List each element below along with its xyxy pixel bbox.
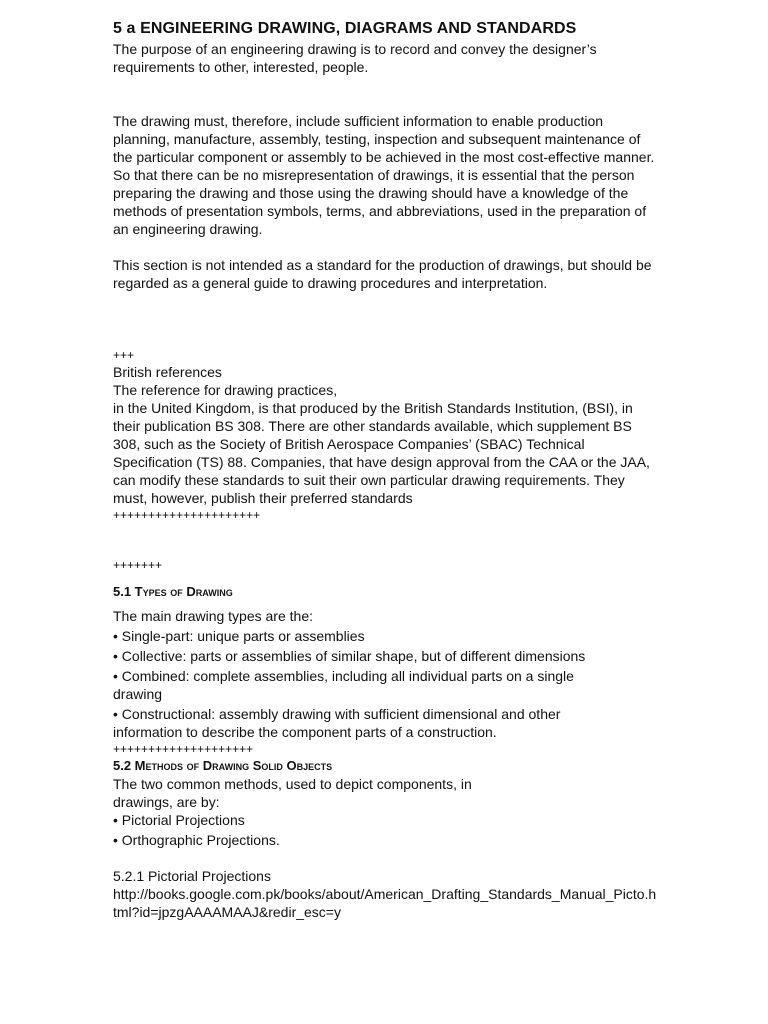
list-item-constructional: • Constructional: assembly drawing with sufficient dimensional and other information to describe the component parts of a construction.: [113, 706, 561, 740]
intro-paragraph-1: The purpose of an engineering drawing is to record and convey the designer’s requirements to other, interested, people.: [113, 41, 597, 75]
section-heading-methods: 5.2 Methods of Drawing Solid Objects: [113, 758, 333, 773]
intro-paragraph-3: This section is not intended as a standard for the production of drawings, but should be regarded as a general guide to drawing procedures and interpretation.: [113, 257, 652, 291]
list-item-orthographic: • Orthographic Projections.: [113, 832, 280, 848]
list-item-collective: • Collective: parts or assemblies of similar shape, but of different dimensions: [113, 648, 586, 664]
british-marker-end: +++++++++++++++++++++: [113, 508, 261, 522]
list-item-combined: • Combined: complete assemblies, including all individual parts on a single drawing: [113, 668, 574, 702]
document-page: [113, 18, 658, 921]
british-heading: British references: [113, 364, 222, 380]
intro-paragraph-2: The drawing must, therefore, include sufficient information to enable production planning, manufacture, assembly, testing, inspection and subsequent maintenance of the particular component or assembly to be achieved in the most cost-effective manner. So that there can be no misrepresentation of drawings, it is essential that the person preparing the drawing and those using the drawing should have a knowledge of the methods of presentation symbols, terms, and abbreviations, used in the preparation of an engineering drawing.: [113, 113, 655, 237]
methods-lead: The two common methods, used to depict components, in drawings, are by:: [113, 776, 472, 810]
reference-link[interactable]: http://books.google.com.pk/books/about/American_Drafting_Standards_Manual_Picto.html?id=jpzgAAAAMAAJ&redir_esc=y: [113, 886, 657, 920]
document-title: 5 a ENGINEERING DRAWING, DIAGRAMS AND STANDARDS: [113, 20, 577, 37]
british-line-1: The reference for drawing practices,: [113, 382, 338, 398]
types-marker: +++++++: [113, 558, 163, 572]
list-item-pictorial: • Pictorial Projections: [113, 812, 245, 828]
subsection-heading-pictorial: 5.2.1 Pictorial Projections: [113, 868, 271, 884]
british-marker-start: +++: [113, 348, 135, 362]
types-lead: The main drawing types are the:: [113, 608, 313, 624]
british-body: in the United Kingdom, is that produced by the British Standards Institution, (BSI), in their publication BS 308. There are other standards available, which supplement BS 308, such as the Society of British Aerospace Companies’ (SBAC) Technical Specification (TS) 88. Companies, that have design approval from the CAA or the JAA, can modify these standards to suit their own particular drawing requirements. They must, however, publish their preferred standards: [113, 400, 650, 506]
list-item-single-part: • Single-part: unique parts or assemblies: [113, 628, 365, 644]
section-heading-types-of-drawing: 5.1 Types of Drawing: [113, 584, 233, 599]
types-marker-end: ++++++++++++++++++++: [113, 742, 254, 756]
